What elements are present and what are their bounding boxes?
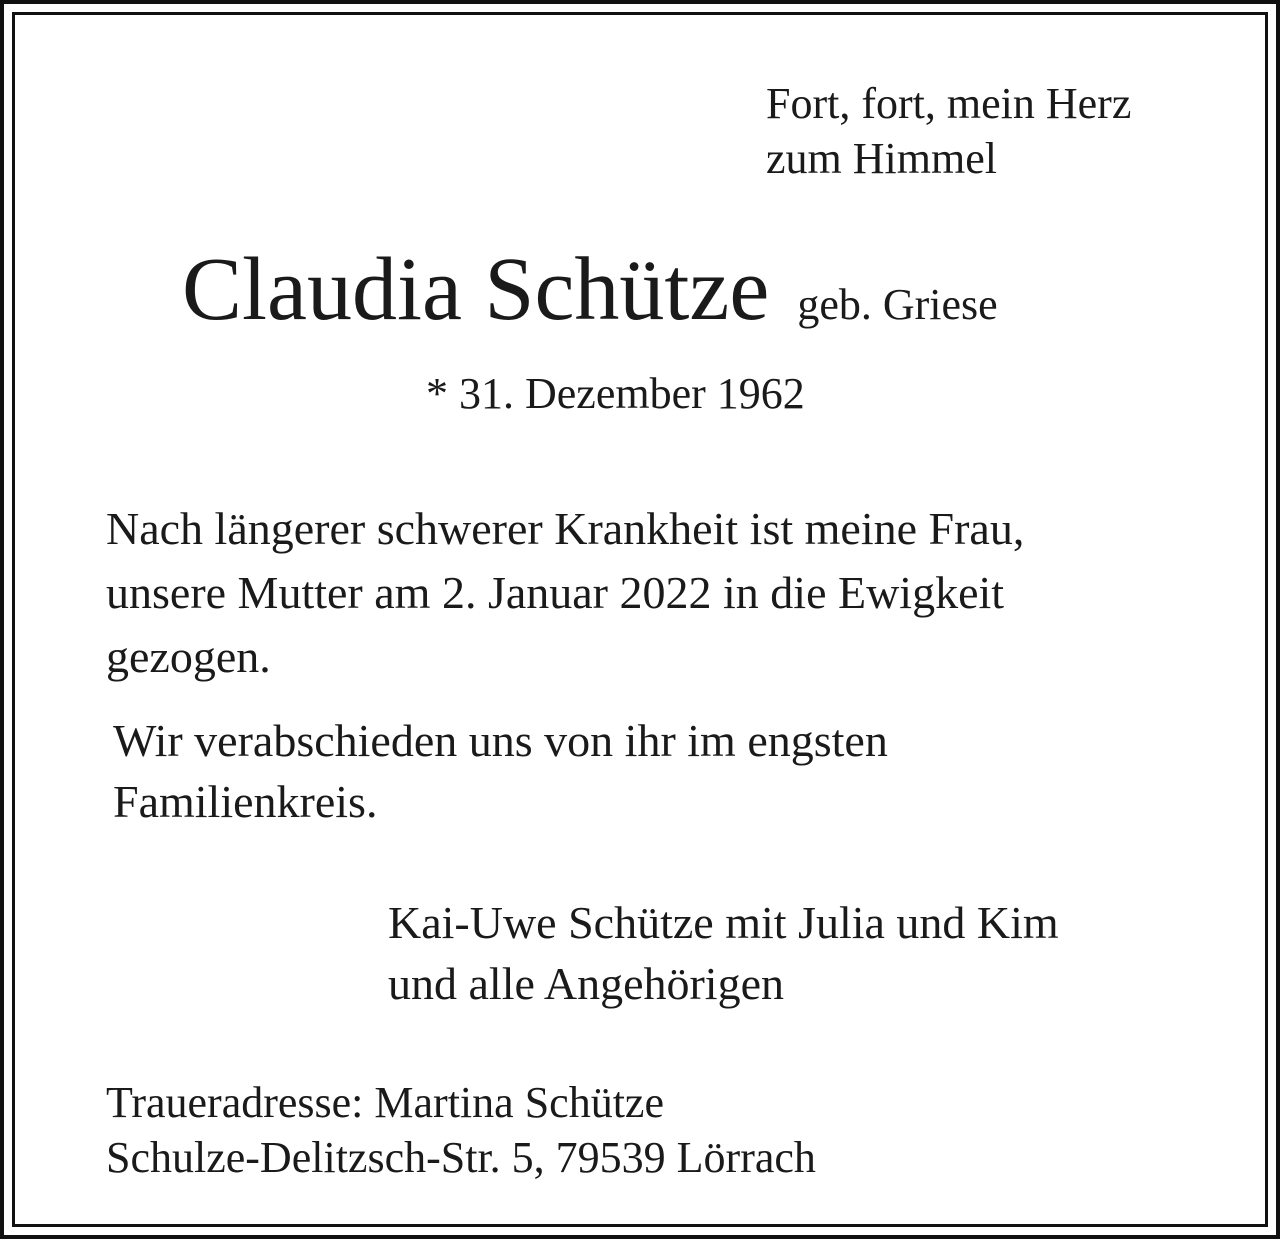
motto [766, 76, 1131, 186]
motto-line-2: zum Himmel [766, 134, 997, 183]
mourning-address [106, 1075, 816, 1185]
address-line-1: Traueradresse: Martina Schütze [106, 1078, 664, 1127]
announcement-line-3: gezogen. [106, 631, 271, 682]
announcement-text [106, 497, 1024, 689]
birth-date: * 31. Dezember 1962 [426, 369, 805, 418]
maiden-name: geb. Griese [797, 280, 998, 329]
name-heading [182, 240, 998, 365]
farewell-line-1: Wir verabschieden uns von ihr im engsten [113, 715, 888, 766]
announcement-line-1: Nach längerer schwerer Krankheit ist meine Frau, [106, 503, 1025, 554]
deceased-name: Claudia Schütze [182, 240, 770, 339]
signature-line-2: und alle Angehörigen [388, 958, 785, 1009]
farewell-line-2: Familienkreis. [113, 776, 378, 827]
motto-line-1: Fort, fort, mein Herz [766, 79, 1132, 128]
signature-line-1: Kai-Uwe Schütze mit Julia und Kim [388, 897, 1059, 948]
announcement-line-2: unsere Mutter am 2. Januar 2022 in die Ewigkeit [106, 567, 1005, 618]
farewell-text [113, 710, 888, 832]
address-line-2: Schulze-Delitzsch-Str. 5, 79539 Lörrach [106, 1133, 816, 1182]
signature [388, 892, 1059, 1014]
